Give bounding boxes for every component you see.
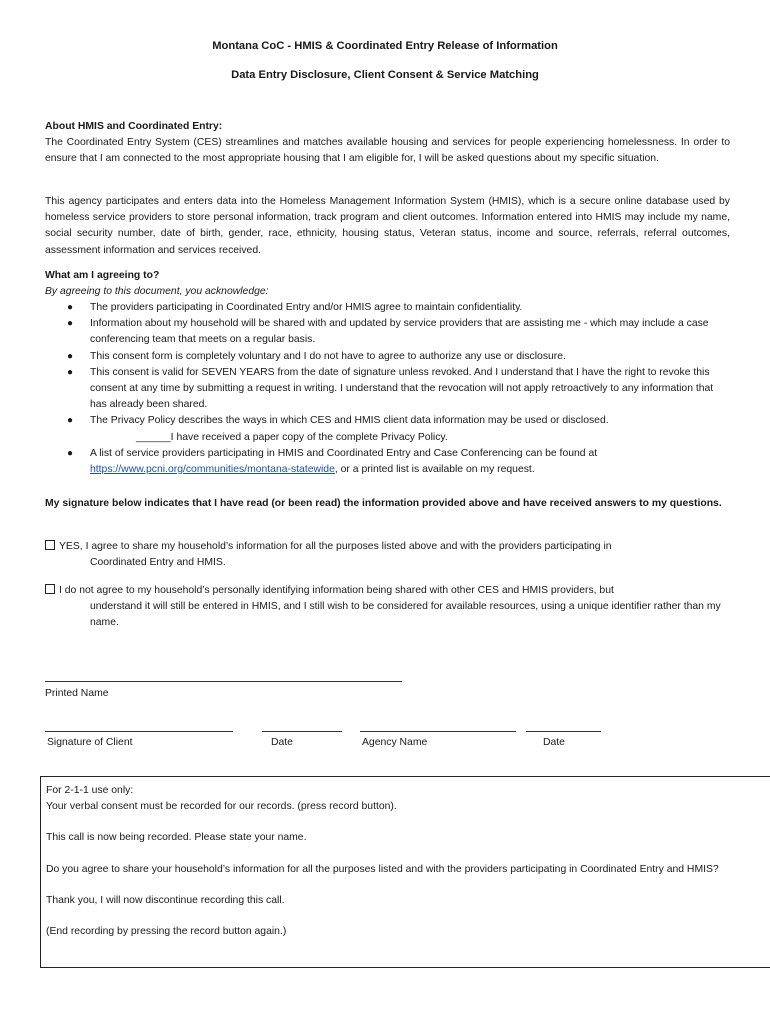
date-line-2[interactable] bbox=[526, 731, 601, 732]
agreement-intro: By agreeing to this document, you acknowledge: bbox=[45, 286, 269, 298]
date-line-1[interactable] bbox=[262, 731, 342, 732]
date-label-2: Date bbox=[543, 737, 565, 748]
signature-statement: My signature below indicates that I have read (or been read) the information provided above and have received answers to my questions. bbox=[45, 498, 722, 509]
list-item: ● A list of service providers participating in HMIS and Coordinated Entry and Case Conferencing can be found at https://www.pcni.org/communities/montana-statewide, or a printed list is available on my request. bbox=[67, 447, 598, 476]
list-item: ● Information about my household will be shared with and updated by service providers that are assisting me - which may include a case conferencing team that meets on a regular basis. bbox=[67, 318, 709, 346]
consent-no-option[interactable]: I do not agree to my household’s personally identifying information being shared with other CES and HMIS providers, but understand it will still be entered in HMIS, and I still wish to be considered for available resources, using a unique identifier rather than my name. bbox=[45, 583, 730, 632]
about-paragraph-1: The Coordinated Entry System (CES) streamlines and matches available housing and services for people experiencing homelessness. In order to ensure that I am connected to the most appropriate housing that I am eligible for, I will be asked questions about my specific situation. bbox=[45, 137, 730, 165]
about-paragraph-2: This agency participates and enters data into the Homeless Management Information System (HMIS), which is a secure online database used by homeless service providers to store personal information, track program and client outcomes. Information entered into HMIS may include my name, social security number, date of birth, gender, race, ethnicity, housing status, Veteran status, income and source, referrals, referral outcomes, assessment information and services received. bbox=[45, 196, 730, 256]
document-title: Montana CoC - HMIS & Coordinated Entry Release of Information bbox=[212, 40, 558, 52]
list-item: ● This consent is valid for SEVEN YEARS from the date of signature unless revoked. And I understand that I have the right to revoke this consent at any time by submitting a request in writing. I understand that the revocation will not apply retroactively to any information that has already been shared. bbox=[67, 366, 714, 411]
no-option-text: I do not agree to my household’s personally identifying information being shared with other CES and HMIS providers, but bbox=[59, 585, 614, 596]
box-line-3: This call is now being recorded. Please state your name. bbox=[46, 832, 307, 844]
yes-checkbox[interactable] bbox=[45, 540, 55, 550]
list-item: ● The providers participating in Coordinated Entry and/or HMIS agree to maintain confidentiality. bbox=[45, 300, 730, 316]
list-item: ● The Privacy Policy describes the ways in which CES and HMIS client data information may be used or disclosed. ______I have received a paper copy of the complete Privacy Policy. bbox=[45, 413, 730, 445]
agreement-list bbox=[45, 300, 730, 478]
date-label-1: Date bbox=[271, 737, 293, 748]
bullet-icon: ● bbox=[67, 447, 74, 459]
bullet-icon: ● bbox=[67, 318, 74, 330]
box-line-5: Thank you, I will now discontinue recording this call. bbox=[46, 894, 285, 906]
printed-name-label: Printed Name bbox=[45, 688, 109, 699]
client-signature-line[interactable] bbox=[45, 731, 233, 732]
agency-name-line[interactable] bbox=[360, 731, 516, 732]
agreement-header bbox=[45, 268, 730, 300]
about-section bbox=[45, 119, 730, 168]
document-subtitle: Data Entry Disclosure, Client Consent & Service Matching bbox=[231, 69, 539, 81]
bullet-icon: ● bbox=[67, 302, 74, 313]
consent-yes-option[interactable]: YES, I agree to share my household’s information for all the purposes listed above and with the providers participating in Coordinated Entry and HMIS. bbox=[45, 539, 730, 571]
bullet-icon: ● bbox=[67, 366, 74, 378]
agency-name-label: Agency Name bbox=[362, 737, 428, 748]
list-item: ● This consent form is completely voluntary and I do not have to agree to authorize any use or disclosure. bbox=[45, 349, 730, 365]
signature-of-client-label: Signature of Client bbox=[47, 737, 133, 748]
about-heading: About HMIS and Coordinated Entry: bbox=[45, 121, 223, 132]
yes-option-text: YES, I agree to share my household’s information for all the purposes listed above and with the providers participating in bbox=[59, 541, 612, 552]
box-line-2: Your verbal consent must be recorded for our records. (press record button). bbox=[46, 801, 397, 813]
box-line-1: For 2-1-1 use only: bbox=[46, 785, 134, 796]
no-checkbox[interactable] bbox=[45, 584, 55, 594]
agreement-heading: What am I agreeing to? bbox=[45, 270, 160, 281]
bullet-icon: ● bbox=[67, 415, 74, 427]
printed-name-line[interactable] bbox=[45, 681, 402, 682]
bullet-icon: ● bbox=[67, 350, 74, 362]
two-one-one-box bbox=[40, 776, 770, 968]
box-line-6: (End recording by pressing the record button again.) bbox=[46, 926, 287, 938]
privacy-copy-acknowledgement: ______I have received a paper copy of the complete Privacy Policy. bbox=[136, 431, 448, 443]
box-line-4: Do you agree to share your household’s information for all the purposes listed and with the providers participating in Coordinated Entry and HMIS? bbox=[46, 863, 719, 875]
providers-list-link[interactable]: https://www.pcni.org/communities/montana-statewide bbox=[90, 464, 335, 476]
